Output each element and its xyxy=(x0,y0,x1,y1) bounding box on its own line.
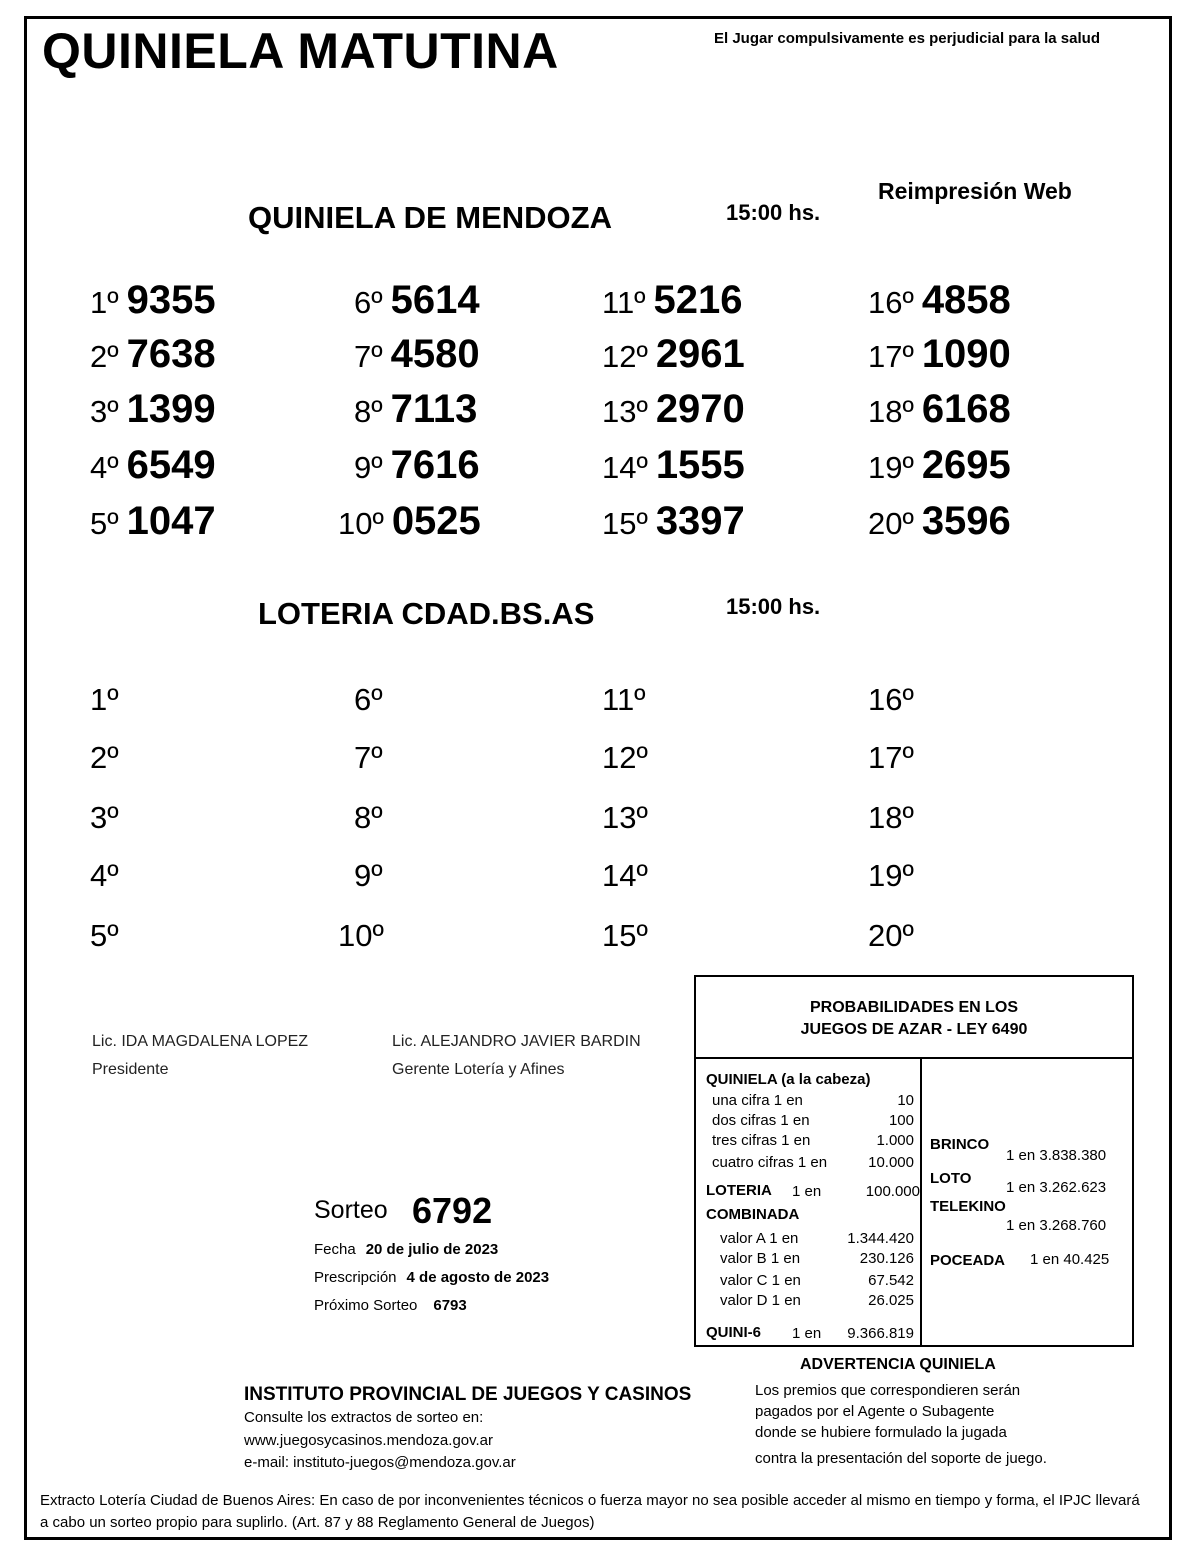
mendoza-result-cell xyxy=(868,499,1011,544)
telekino-prob-value: 1 en 3.268.760 xyxy=(1006,1217,1107,1234)
quiniela-prob-row-label: dos cifras 1 en xyxy=(712,1112,810,1129)
signature-left-name: Lic. IDA MAGDALENA LOPEZ xyxy=(92,1033,309,1050)
telekino-prob-label: TELEKINO xyxy=(930,1198,1006,1215)
result-position: 15º xyxy=(602,506,648,541)
probabilities-title-2: JUEGOS DE AZAR - LEY 6490 xyxy=(800,1021,1028,1038)
combinada-prob-row-label: valor C 1 en xyxy=(720,1272,801,1289)
instituto-email[interactable]: e-mail: instituto-juegos@mendoza.gov.ar xyxy=(244,1454,516,1471)
proximo-row xyxy=(314,1297,467,1314)
loteria-prob-value: 100.000 xyxy=(865,1183,920,1200)
signature-right xyxy=(392,1028,641,1084)
loteria-position: 17º xyxy=(868,740,914,775)
poceada-prob-label: POCEADA xyxy=(930,1252,1006,1269)
mendoza-result-cell xyxy=(354,443,480,488)
loteria-position: 7º xyxy=(354,740,383,775)
quini6-prob-mid: 1 en xyxy=(792,1325,822,1342)
probabilities-header xyxy=(696,977,1132,1059)
loteria-position: 19º xyxy=(868,858,914,893)
quiniela-prob-label: QUINIELA (a la cabeza) xyxy=(706,1071,871,1088)
fecha-row xyxy=(314,1241,498,1258)
loteria-position: 15º xyxy=(602,918,648,953)
mendoza-result-cell xyxy=(868,278,1011,323)
result-position: 14º xyxy=(602,450,648,485)
quini6-prob-label: QUINI-6 xyxy=(706,1324,762,1341)
result-position: 20º xyxy=(868,506,914,541)
combinada-prob-row-label: valor B 1 en xyxy=(720,1250,801,1267)
loteria-position: 13º xyxy=(602,800,648,835)
result-position: 13º xyxy=(602,394,648,429)
result-number: 6168 xyxy=(921,387,1011,431)
loteria-position: 16º xyxy=(868,682,914,717)
result-number: 1399 xyxy=(126,387,216,431)
poceada-prob-value: 1 en 40.425 xyxy=(1030,1251,1110,1268)
result-position: 3º xyxy=(90,394,119,429)
signature-left xyxy=(92,1028,308,1084)
result-number: 1090 xyxy=(921,332,1011,376)
mendoza-result-cell xyxy=(602,387,745,432)
reprint-label: Reimpresión Web xyxy=(878,178,1072,204)
result-number: 0525 xyxy=(391,499,481,543)
advertencia-line: donde se hubiere formulado la jugada xyxy=(755,1424,1007,1441)
mendoza-result-cell xyxy=(602,499,745,544)
combinada-prob-row-value: 230.126 xyxy=(859,1250,914,1267)
result-position: 18º xyxy=(868,394,914,429)
loteria-prob-label: LOTERIA xyxy=(706,1182,772,1199)
page-title: QUINIELA MATUTINA xyxy=(42,23,559,79)
quiniela-prob-row-value: 10 xyxy=(897,1092,914,1109)
loteria-position: 2º xyxy=(90,740,119,775)
combinada-prob-label: COMBINADA xyxy=(706,1206,800,1223)
result-position: 1º xyxy=(90,285,119,320)
result-number: 1047 xyxy=(126,499,216,543)
sorteo-number: 6792 xyxy=(412,1190,493,1231)
result-position: 5º xyxy=(90,506,119,541)
combinada-prob-row-label: valor D 1 en xyxy=(720,1292,801,1309)
result-number: 6549 xyxy=(126,443,216,487)
result-number: 5216 xyxy=(653,278,743,322)
instituto-website[interactable]: www.juegosycasinos.mendoza.gov.ar xyxy=(244,1432,494,1449)
proximo-label: Próximo Sorteo xyxy=(314,1297,418,1314)
result-position: 7º xyxy=(354,339,383,374)
mendoza-result-cell xyxy=(868,387,1011,432)
loteria-position: 3º xyxy=(90,800,119,835)
combinada-prob-row-value: 67.542 xyxy=(868,1272,914,1289)
probabilities-title-1: PROBABILIDADES EN LOS xyxy=(809,999,1018,1016)
mendoza-result-cell xyxy=(602,278,743,323)
result-position: 4º xyxy=(90,450,119,485)
mendoza-result-cell xyxy=(90,443,216,488)
health-warning: El Jugar compulsivamente es perjudicial para la salud xyxy=(714,30,1100,47)
loteria-position: 20º xyxy=(868,918,914,953)
brinco-prob-value: 1 en 3.838.380 xyxy=(1006,1147,1107,1164)
instituto-consult: Consulte los extractos de sorteo en: xyxy=(244,1409,484,1426)
fecha-label: Fecha xyxy=(314,1241,356,1258)
loteria-position: 12º xyxy=(602,740,648,775)
result-number: 3397 xyxy=(655,499,745,543)
loteria-title: LOTERIA CDAD.BS.AS xyxy=(258,596,595,631)
signature-right-role: Gerente Lotería y Afines xyxy=(392,1061,565,1078)
loteria-time: 15:00 hs. xyxy=(726,594,821,619)
combinada-prob-row-label: valor A 1 en xyxy=(720,1230,799,1247)
loteria-position: 18º xyxy=(868,800,914,835)
result-position: 17º xyxy=(868,339,914,374)
loto-prob-value: 1 en 3.262.623 xyxy=(1006,1179,1107,1196)
signature-right-name: Lic. ALEJANDRO JAVIER BARDIN xyxy=(392,1033,641,1050)
mendoza-result-cell xyxy=(354,332,480,377)
quiniela-prob-row-value: 1.000 xyxy=(876,1132,914,1149)
result-number: 2695 xyxy=(921,443,1011,487)
result-number: 7113 xyxy=(390,387,478,431)
mendoza-result-cell xyxy=(90,332,216,377)
prescripcion-label: Prescripción xyxy=(314,1269,397,1286)
mendoza-time: 15:00 hs. xyxy=(726,200,821,225)
quiniela-prob-row-label: cuatro cifras 1 en xyxy=(712,1154,828,1171)
probabilities-divider xyxy=(920,1059,922,1345)
result-number: 5614 xyxy=(390,278,480,322)
instituto-title: INSTITUTO PROVINCIAL DE JUEGOS Y CASINOS xyxy=(244,1384,692,1405)
mendoza-result-cell xyxy=(602,443,745,488)
loto-prob-label: LOTO xyxy=(930,1170,972,1187)
result-position: 19º xyxy=(868,450,914,485)
quini6-prob-value: 9.366.819 xyxy=(847,1325,914,1342)
loteria-position: 11º xyxy=(602,682,646,717)
result-position: 11º xyxy=(602,285,646,320)
result-position: 9º xyxy=(354,450,383,485)
loteria-position: 9º xyxy=(354,858,383,893)
advertencia-line: Los premios que correspondieren serán xyxy=(755,1382,1021,1399)
prescripcion-row xyxy=(314,1269,549,1286)
loteria-position: 5º xyxy=(90,918,119,953)
quiniela-prob-row-value: 10.000 xyxy=(868,1154,914,1171)
mendoza-result-cell xyxy=(338,499,481,544)
advertencia-title: ADVERTENCIA QUINIELA xyxy=(800,1356,996,1373)
result-number: 3596 xyxy=(921,499,1011,543)
result-number: 1555 xyxy=(655,443,745,487)
sorteo-label: Sorteo xyxy=(314,1196,388,1224)
result-position: 10º xyxy=(338,506,384,541)
result-number: 4858 xyxy=(921,278,1011,322)
quiniela-prob-row-value: 100 xyxy=(888,1112,914,1129)
advertencia-line: pagados por el Agente o Subagente xyxy=(755,1403,995,1420)
result-number: 4580 xyxy=(390,332,480,376)
mendoza-result-cell xyxy=(90,278,216,323)
loteria-position: 4º xyxy=(90,858,119,893)
mendoza-result-cell xyxy=(90,499,216,544)
loteria-position: 14º xyxy=(602,858,648,893)
mendoza-result-cell xyxy=(354,387,477,432)
result-number: 9355 xyxy=(126,278,216,322)
result-position: 2º xyxy=(90,339,119,374)
prescripcion-value: 4 de agosto de 2023 xyxy=(406,1269,550,1286)
mendoza-result-cell xyxy=(90,387,216,432)
mendoza-result-cell xyxy=(868,332,1011,377)
result-position: 6º xyxy=(354,285,383,320)
mendoza-result-cell xyxy=(354,278,480,323)
quiniela-prob-row-label: tres cifras 1 en xyxy=(712,1132,811,1149)
combinada-prob-row-value: 1.344.420 xyxy=(847,1230,914,1247)
result-number: 7638 xyxy=(126,332,216,376)
loteria-prob-mid: 1 en xyxy=(792,1183,822,1200)
quiniela-prob-row-label: una cifra 1 en xyxy=(712,1092,803,1109)
result-number: 7616 xyxy=(390,443,480,487)
loteria-position: 8º xyxy=(354,800,383,835)
advertencia-line: contra la presentación del soporte de juego. xyxy=(755,1450,1047,1467)
loteria-position: 10º xyxy=(338,918,384,953)
fecha-value: 20 de julio de 2023 xyxy=(365,1241,499,1258)
footer-note: Extracto Lotería Ciudad de Buenos Aires: En caso de por inconvenientes técnicos o fuerza mayor no sea posible acceder al mismo en tiempo y forma, el IPJC llevará a cabo un sorteo propio para suplirlo. (Art. 87 y 88 Reglamento General de Juegos) xyxy=(40,1492,1140,1531)
mendoza-result-cell xyxy=(602,332,745,377)
combinada-prob-row-value: 26.025 xyxy=(868,1292,914,1309)
result-number: 2961 xyxy=(655,332,745,376)
probabilities-box xyxy=(694,975,1134,1347)
signature-left-role: Presidente xyxy=(92,1061,169,1078)
mendoza-result-cell xyxy=(868,443,1011,488)
result-position: 8º xyxy=(354,394,383,429)
mendoza-title: QUINIELA DE MENDOZA xyxy=(248,200,612,235)
result-position: 12º xyxy=(602,339,648,374)
result-position: 16º xyxy=(868,285,914,320)
loteria-position: 1º xyxy=(90,682,119,717)
proximo-value: 6793 xyxy=(433,1297,467,1314)
result-number: 2970 xyxy=(655,387,745,431)
brinco-prob-label: BRINCO xyxy=(930,1136,990,1153)
loteria-position: 6º xyxy=(354,682,383,717)
